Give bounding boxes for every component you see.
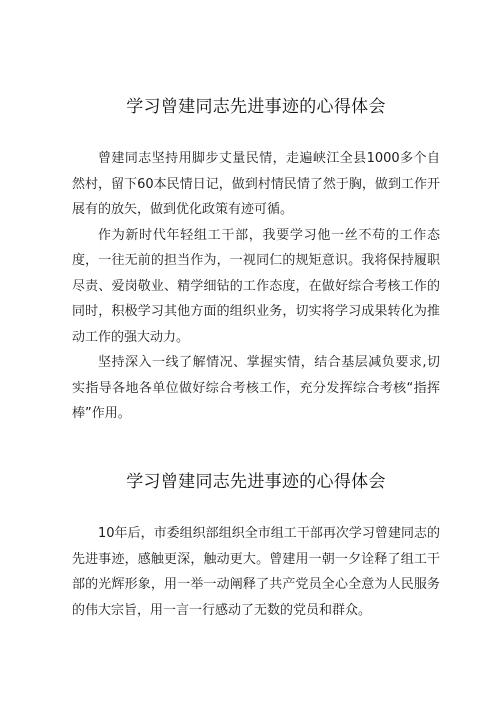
section-2-title: 学习曾建同志先进事迹的心得体会 bbox=[126, 472, 386, 492]
section-1-paragraph-1: 曾建同志坚持用脚步丈量民情，走遍峡江全县1000多个自然村，留下60本民情日记，做到村情民情了然于胸，做到工作开展有的放矢，做到优化政策有迹可循。 bbox=[72, 151, 440, 217]
essay-section-2 bbox=[72, 470, 440, 623]
section-2-paragraph-1: 10年后，市委组织部组织全市组工干部再次学习曾建同志的先进事迹，感触更深，触动更大。曾建用一朝一夕诠释了组工干部的光辉形象，用一举一动阐释了共产党员全心全意为人民服务的伟大宗旨，用一言一行感动了无数的党员和群众。 bbox=[72, 526, 440, 618]
essay-section-1 bbox=[72, 95, 440, 427]
section-1-paragraph-3: 坚持深入一线了解情况、掌握实情，结合基层减负要求,切实指导各地各单位做好综合考核工作，充分发挥综合考核“指挥棒”作用。 bbox=[72, 355, 440, 421]
section-1-paragraph-2: 作为新时代年轻组工干部，我要学习他一丝不苟的工作态度，一往无前的担当作为，一视同仁的规矩意识。我将保持履职尽责、爱岗敬业、精学细钻的工作态度，在做好综合考核工作的同时，积极学习其他方面的组织业务，切实将学习成果转化为推动工作的强大动力。 bbox=[72, 227, 440, 345]
section-1-title: 学习曾建同志先进事迹的心得体会 bbox=[126, 97, 386, 117]
